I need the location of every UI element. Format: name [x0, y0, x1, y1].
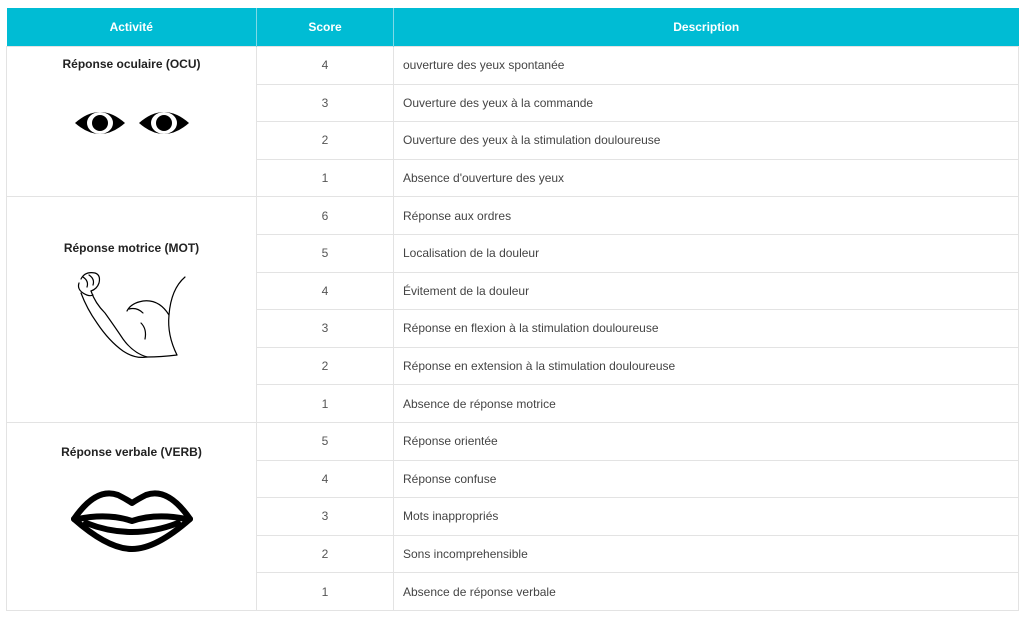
description-cell: Ouverture des yeux à la commande	[394, 84, 1019, 122]
description-cell: Évitement de la douleur	[394, 272, 1019, 310]
score-cell: 1	[257, 159, 394, 197]
score-cell: 5	[257, 234, 394, 272]
score-cell: 2	[257, 122, 394, 160]
header-row	[7, 8, 1019, 47]
table-row	[7, 422, 1019, 460]
description-cell: Ouverture des yeux à la stimulation douloureuse	[394, 122, 1019, 160]
score-cell: 5	[257, 422, 394, 460]
description-cell: Absence de réponse verbale	[394, 573, 1019, 611]
glasgow-scale-table	[6, 8, 1019, 611]
header-activity: Activité	[7, 8, 257, 47]
activity-name: Réponse verbale (VERB)	[61, 444, 202, 459]
activity-cell-verb	[7, 422, 257, 610]
flexed-arm-icon	[67, 269, 197, 359]
score-cell: 2	[257, 347, 394, 385]
description-cell: Réponse en flexion à la stimulation douloureuse	[394, 310, 1019, 348]
lips-icon	[68, 483, 196, 555]
eyes-icon	[73, 105, 191, 141]
description-cell: Localisation de la douleur	[394, 234, 1019, 272]
activity-cell-ocu	[7, 47, 257, 197]
table-row	[7, 197, 1019, 235]
activity-name: Réponse oculaire (OCU)	[62, 57, 201, 71]
description-cell: Absence d'ouverture des yeux	[394, 159, 1019, 197]
description-cell: Réponse orientée	[394, 422, 1019, 460]
description-cell: Réponse confuse	[394, 460, 1019, 498]
score-cell: 2	[257, 535, 394, 573]
score-cell: 3	[257, 310, 394, 348]
description-cell: ouverture des yeux spontanée	[394, 47, 1019, 85]
description-cell: Absence de réponse motrice	[394, 385, 1019, 423]
score-cell: 1	[257, 573, 394, 611]
table-row	[7, 47, 1019, 85]
score-cell: 4	[257, 460, 394, 498]
score-cell: 3	[257, 84, 394, 122]
header-score: Score	[257, 8, 394, 47]
score-cell: 4	[257, 272, 394, 310]
description-cell: Réponse aux ordres	[394, 197, 1019, 235]
score-cell: 1	[257, 385, 394, 423]
activity-cell-mot	[7, 197, 257, 423]
description-cell: Mots inappropriés	[394, 498, 1019, 536]
activity-name: Réponse motrice (MOT)	[63, 241, 200, 256]
description-cell: Sons incomprehensible	[394, 535, 1019, 573]
score-cell: 4	[257, 47, 394, 85]
header-description: Description	[394, 8, 1019, 47]
score-cell: 3	[257, 498, 394, 536]
score-cell: 6	[257, 197, 394, 235]
description-cell: Réponse en extension à la stimulation douloureuse	[394, 347, 1019, 385]
